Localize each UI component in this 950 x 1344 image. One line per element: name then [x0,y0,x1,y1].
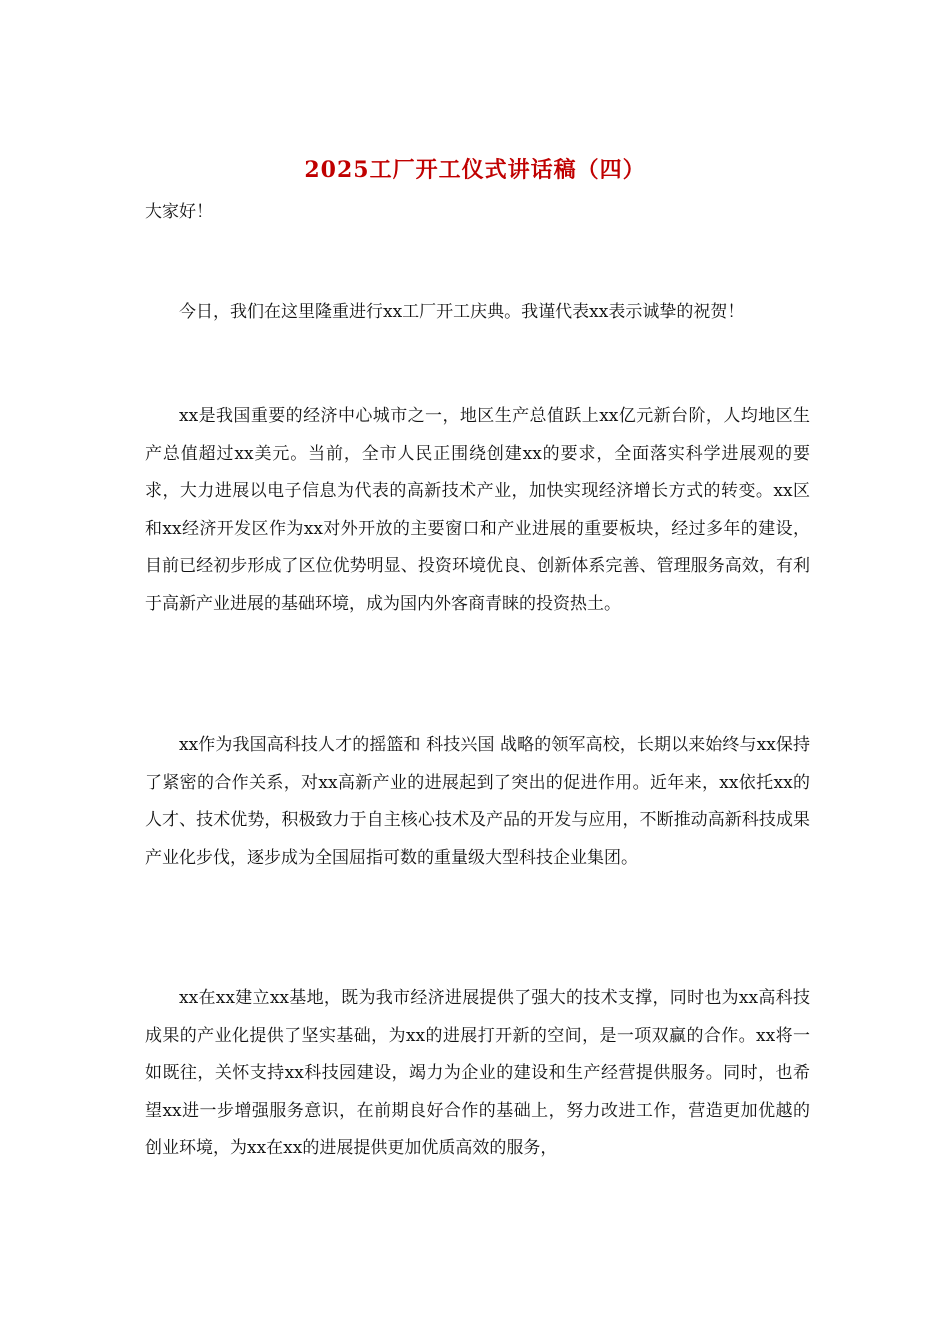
greeting-text: 大家好！ [145,202,213,222]
paragraph-4: xx在xx建立xx基地，既为我市经济进展提供了强大的技术支撑，同时也为xx高科技成果的产业化提供了坚实基础，为xx的进展打开新的空间，是一项双赢的合作。xx将一如既往，关怀支持xx科技园建设，竭力为企业的建设和生产经营提供服务。同时，也希望xx进一步增强服务意识，在前期良好合作的基础上，努力改进工作，营造更加优越的创业环境，为xx在xx的进展提供更加优质高效的服务， [145,988,810,1158]
paragraph-3: xx作为我国高科技人才的摇篮和 科技兴国 战略的领军高校，长期以来始终与xx保持了紧密的合作关系，对xx高新产业的进展起到了突出的促进作用。近年来，xx依托xx的人才、技术优势，积极致力于自主核心技术及产品的开发与应用，不断推动高新科技成果产业化步伐，逐步成为全国屈指可数的重量级大型科技企业集团。 [145,735,810,868]
paragraph-1: 今日，我们在这里隆重进行xx工厂开工庆典。我谨代表xx表示诚挚的祝贺！ [179,302,745,322]
document-title: 2025工厂开工仪式讲话稿（四） [304,157,646,183]
paragraph-2: xx是我国重要的经济中心城市之一，地区生产总值跃上xx亿元新台阶，人均地区生产总值超过xx美元。当前，全市人民正围绕创建xx的要求，全面落实科学进展观的要求，大力进展以电子信息为代表的高新技术产业，加快实现经济增长方式的转变。xx区和xx经济开发区作为xx对外开放的主要窗口和产业进展的重要板块，经过多年的建设，目前已经初步形成了区位优势明显、投资环境优良、创新体系完善、管理服务高效，有利于高新产业进展的基础环境，成为国内外客商青睐的投资热土。 [145,406,810,614]
